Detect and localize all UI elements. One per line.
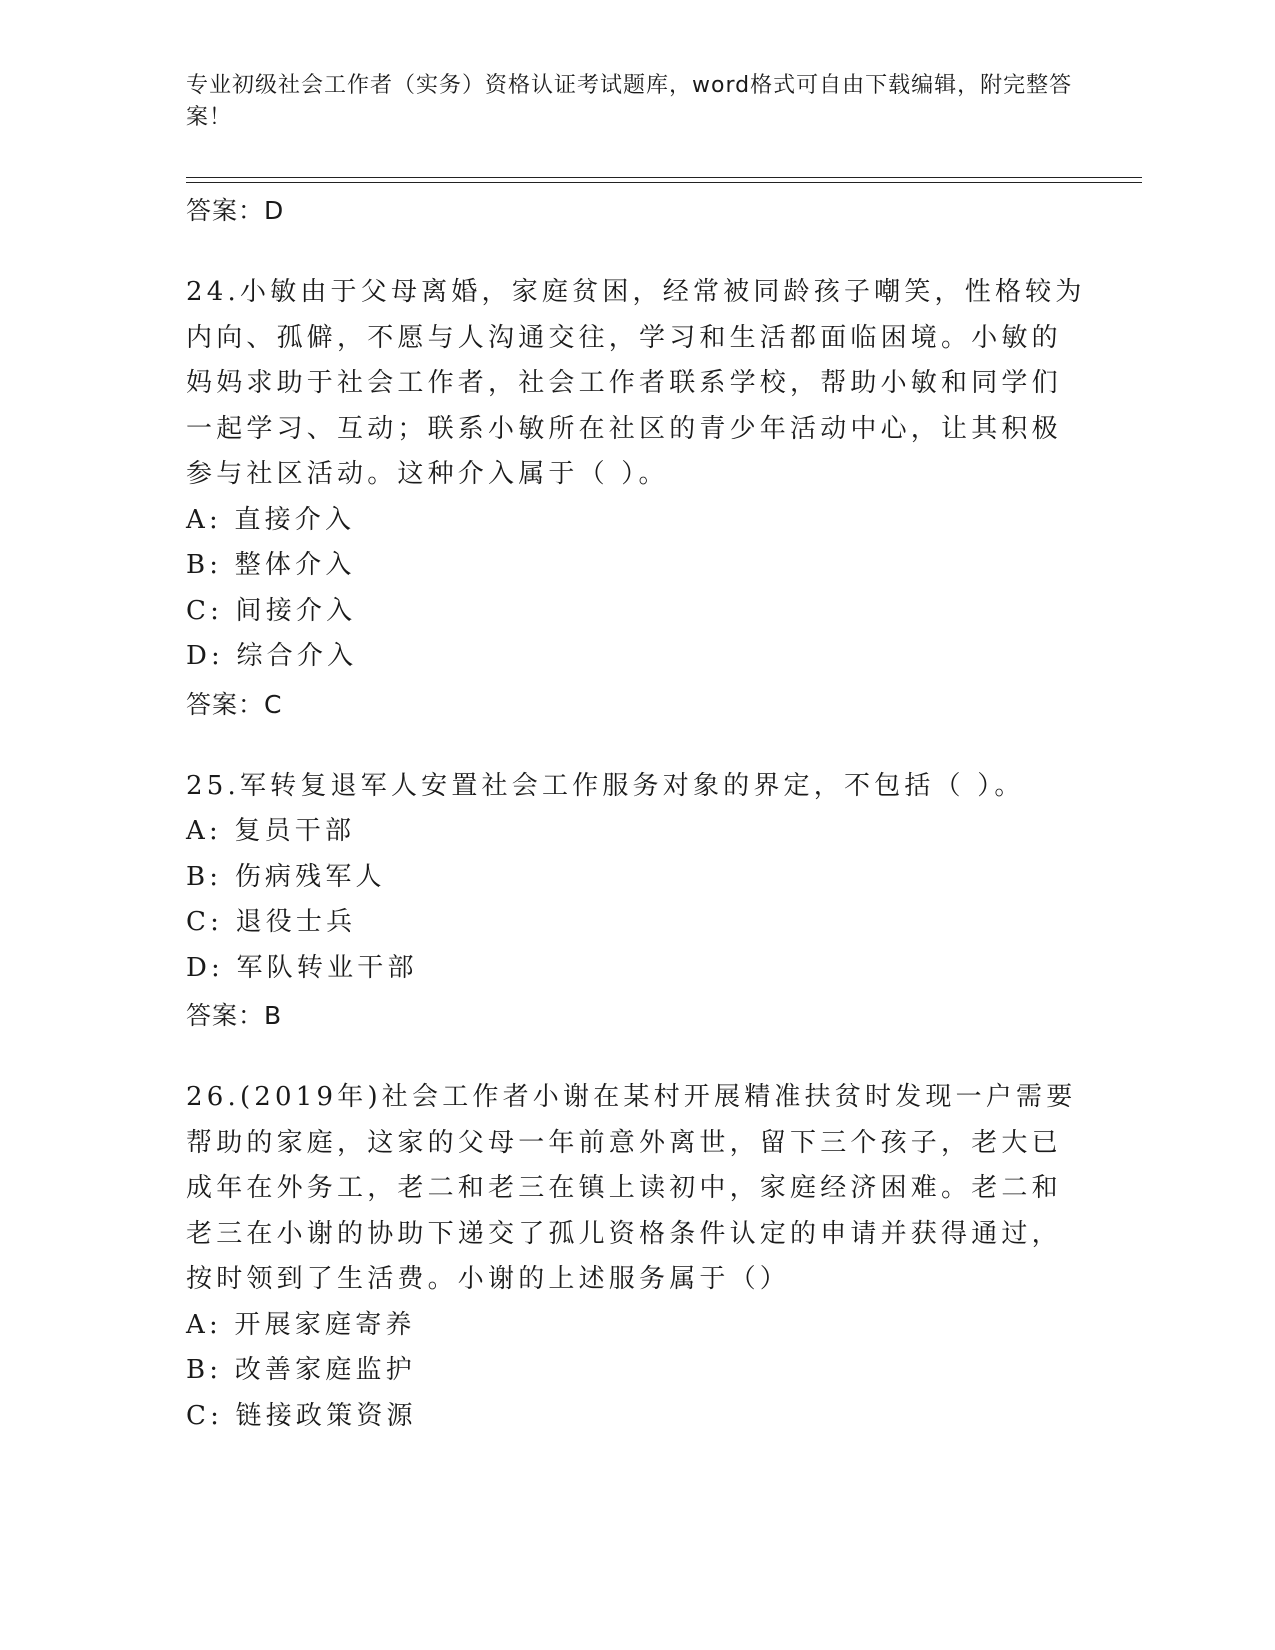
option-d: D: 综合介入: [186, 641, 358, 671]
option-b: B: 整体介入: [186, 550, 356, 580]
question-25: [186, 764, 1086, 1042]
question-list: [186, 186, 1086, 1439]
header-rule-thin: [186, 177, 1142, 178]
option-a: A: 开展家庭寄养: [186, 1309, 416, 1340]
option-d: D: 军队转业干部: [186, 952, 418, 983]
question-text: 26.(2019年)社会工作者小谢在某村开展精准扶贫时发现一户需要帮助的家庭，这家的父母一年前意外离世，留下三个孩子，老大已成年在外务工，老二和老三在镇上读初中，家庭经济困难。老二和老三在小谢的协助下递交了孤儿资格条件认定的申请并获得通过，按时领到了生活费。小谢的上述服务属于（）: [186, 1082, 1077, 1294]
option-b: B: 伤病残军人: [186, 861, 386, 892]
option-a: A: 复员干部: [186, 816, 356, 846]
question-text: 25.军转复退军人安置社会工作服务对象的界定，不包括（ ）。: [186, 770, 1025, 801]
question-26: [186, 1075, 1086, 1439]
option-c: C: 退役士兵: [186, 907, 357, 937]
option-c: C: 间接介入: [186, 595, 357, 626]
option-b: B: 改善家庭监护: [186, 1355, 416, 1385]
question-text: 24.小敏由于父母离婚，家庭贫困，经常被同龄孩子嘲笑，性格较为内向、孤僻，不愿与人沟通交往，学习和生活都面临困境。小敏的妈妈求助于社会工作者，社会工作者联系学校，帮助小敏和同学们一起学习、互动；联系小敏所在社区的青少年活动中心，让其积极参与社区活动。这种介入属于（ ）。: [186, 277, 1086, 489]
answer-line: 答案：B: [186, 1001, 283, 1030]
option-a: A: 直接介入: [186, 504, 356, 535]
answer-line: 答案：C: [186, 689, 283, 719]
header-rule-thick: [186, 182, 1142, 183]
document-header: 专业初级社会工作者（实务）资格认证考试题库，word格式可自由下载编辑，附完整答案！: [186, 73, 1073, 130]
answer-line: 答案：D: [186, 196, 285, 225]
option-c: C: 链接政策资源: [186, 1400, 417, 1431]
question-24: [186, 270, 1086, 730]
